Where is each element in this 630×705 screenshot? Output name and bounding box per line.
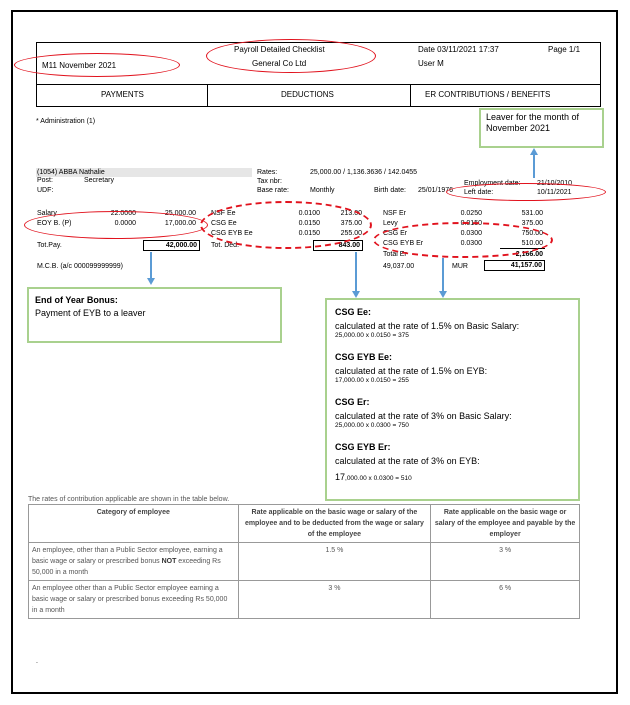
period-label: M11 November 2021	[42, 61, 117, 70]
total-er-label: Total Er	[383, 251, 407, 258]
category-emphasis: NOT	[161, 558, 177, 565]
left-date-highlight	[446, 183, 606, 201]
leaver-note-text: Leaver for the month of November 2021	[486, 112, 580, 133]
csg-ee-title: CSG Ee:	[335, 307, 372, 317]
csg-er-arrow-line	[442, 258, 444, 291]
table-cell-ee-rate: 1.5 %	[238, 543, 431, 581]
payment-amount: 25,000.00	[164, 210, 196, 217]
table-header-cell: Rate applicable on the basic wage or salary of the employee and to be deducted from the wage or salary of the employee	[238, 505, 431, 543]
birth-date-label: Birth date:	[374, 187, 406, 194]
deduction-rate: 0.0150	[298, 220, 320, 227]
er-label: CSG EYB Er	[383, 240, 424, 247]
table-cell-er-rate: 6 %	[431, 581, 580, 619]
payments-heading: PAYMENTS	[101, 90, 144, 99]
udf-label: UDF:	[37, 187, 54, 194]
csg-er-highlight	[373, 222, 553, 258]
employment-date-value: 21/10/2010	[537, 180, 573, 187]
net-pay-value: 41,157.00	[484, 260, 545, 271]
table-cell-er-rate: 3 %	[431, 543, 580, 581]
rates-table-caption: The rates of contribution applicable are shown in the table below.	[28, 496, 230, 503]
period-highlight	[14, 53, 180, 77]
payment-rate: 22.0000	[110, 210, 136, 217]
deduction-rate: 0.0100	[298, 210, 320, 217]
er-amount: 510.00	[521, 240, 543, 247]
employment-date-label: Employment date:	[464, 180, 521, 187]
eyb-highlight	[24, 211, 208, 239]
rates-value: 25,000.00 / 1,136.3636 / 142.0455	[310, 169, 418, 176]
leaver-arrow-line	[533, 155, 535, 178]
csg-eyb-er-title: CSG EYB Er:	[335, 442, 391, 452]
csg-er-arrow-head	[439, 291, 447, 298]
total-er-value: 2,166.00	[515, 251, 543, 258]
csg-er-calc: 25,000.00 x 0.0300 = 750	[335, 422, 409, 429]
payment-amount: 17,000.00	[164, 220, 196, 227]
csg-ee-arrow-head	[352, 291, 360, 298]
header-separator	[36, 84, 601, 85]
table-cell-ee-rate: 3 %	[238, 581, 431, 619]
csg-ee-highlight	[200, 201, 372, 249]
deduction-label: CSG EYB Ee	[211, 230, 253, 237]
er-contributions-heading: ER CONTRIBUTIONS / BENEFITS	[425, 90, 551, 99]
company-name: General Co Ltd	[252, 59, 307, 68]
base-rate-value: Monthly	[310, 187, 335, 194]
eyb-note-body: Payment of EYB to a leaver	[35, 308, 146, 318]
deduction-label: CSG Ee	[211, 220, 237, 227]
deduction-label: NSF Ee	[211, 210, 236, 217]
csg-eyb-er-body: calculated at the rate of 3% on EYB:	[335, 456, 480, 466]
tot-ded-label: Tot. Ded.	[211, 242, 240, 249]
page-number: Page 1/1	[548, 45, 581, 54]
eyb-arrow-line	[150, 252, 152, 278]
left-date-label: Left date:	[464, 189, 494, 196]
er-amount: 750.00	[521, 230, 543, 237]
csg-eyb-ee-body: calculated at the rate of 1.5% on EYB:	[335, 366, 488, 376]
er-label: CSG Er	[383, 230, 408, 237]
tot-ded-value: 843.00	[313, 240, 363, 251]
er-label: NSF Er	[383, 210, 406, 217]
csg-er-body: calculated at the rate of 3% on Basic Salary:	[335, 411, 512, 421]
csg-er-title: CSG Er:	[335, 397, 370, 407]
base-rate-label: Base rate:	[257, 187, 289, 194]
csg-eyb-er-calc	[335, 467, 570, 485]
csg-ee-calc: 25,000.00 x 0.0150 = 375	[335, 332, 409, 339]
leaver-arrow-head	[530, 148, 538, 155]
er-amount: 375.00	[521, 220, 543, 227]
eyb-note	[27, 287, 282, 343]
department-label: * Administration (1)	[36, 118, 96, 125]
csg-eyb-ee-title: CSG EYB Ee:	[335, 352, 393, 362]
tot-pay-value: 42,000.00	[143, 240, 200, 251]
post-value: Secretary	[84, 177, 114, 184]
table-row	[29, 581, 580, 619]
title-highlight	[206, 39, 376, 73]
deductions-heading: DEDUCTIONS	[281, 90, 334, 99]
report-title: Payroll Detailed Checklist	[234, 45, 325, 54]
csg-eyb-er-calc-rest: ,000.00 x 0.0300 = 510	[345, 475, 412, 482]
er-label: Levy	[383, 220, 398, 227]
csg-eyb-er-calc-lead: 17	[335, 472, 346, 482]
column-divider	[410, 84, 411, 107]
post-label: Post:	[37, 177, 53, 184]
report-date: Date 03/11/2021 17:37	[418, 45, 499, 54]
table-header-cell: Category of employee	[29, 505, 239, 543]
table-header-row	[29, 505, 580, 543]
category-text: exceeding Rs 50,000 in a month	[32, 558, 221, 576]
tot-pay-label: Tot.Pay.	[37, 242, 62, 249]
employee-name: (1054) ABBA Nathalie	[37, 169, 105, 176]
table-header-cell: Rate applicable on the basic wage or salary of the employee and payable by the employer	[431, 505, 580, 543]
payment-label: Salary	[37, 210, 57, 217]
rates-label: Rates:	[257, 169, 278, 176]
birth-date-value: 25/01/1976	[418, 187, 454, 194]
footer-mark: .	[36, 658, 38, 665]
left-date-value: 10/11/2021	[537, 189, 572, 196]
csg-eyb-ee-calc: 17,000.00 x 0.0150 = 255	[335, 377, 409, 384]
er-rate: 0.0300	[460, 230, 482, 237]
eyb-note-title: End of Year Bonus:	[35, 295, 118, 305]
mcb-amount: 49,037.00	[383, 263, 415, 270]
er-rate: 0.0300	[460, 240, 482, 247]
eyb-arrow-head	[147, 278, 155, 285]
mcb-account-label: M.C.B. (a/c 000099999999)	[37, 263, 123, 270]
column-divider	[207, 84, 208, 107]
csg-calc-note	[325, 298, 580, 501]
leaver-note	[479, 108, 604, 148]
report-user: User M	[418, 59, 444, 68]
table-row	[29, 543, 580, 581]
rates-table	[28, 504, 580, 619]
deduction-amount: 375.00	[340, 220, 362, 227]
table-cell-category: An employee other than a Public Sector employee earning a basic wage or salary or prescribed bonus exceeding Rs 50,000 in a month	[29, 581, 239, 619]
payment-label: EOY B. (P)	[37, 220, 72, 227]
csg-ee-arrow-line	[355, 252, 357, 291]
table-cell-category	[29, 543, 239, 581]
er-rate: 0.0150	[460, 220, 482, 227]
er-rate: 0.0250	[460, 210, 482, 217]
tax-number-label: Tax nbr:	[257, 178, 282, 185]
deduction-rate: 0.0150	[298, 230, 320, 237]
csg-ee-body: calculated at the rate of 1.5% on Basic Salary:	[335, 321, 520, 331]
payment-rate: 0.0000	[114, 220, 136, 227]
deduction-amount: 255.00	[340, 230, 362, 237]
category-text: An employee, other than a Public Sector employee, earning a basic wage or salary or prescribed bonus	[32, 547, 223, 565]
deduction-amount: 213.00	[340, 210, 362, 217]
currency-label: MUR	[452, 263, 468, 270]
er-amount: 531.00	[521, 210, 543, 217]
